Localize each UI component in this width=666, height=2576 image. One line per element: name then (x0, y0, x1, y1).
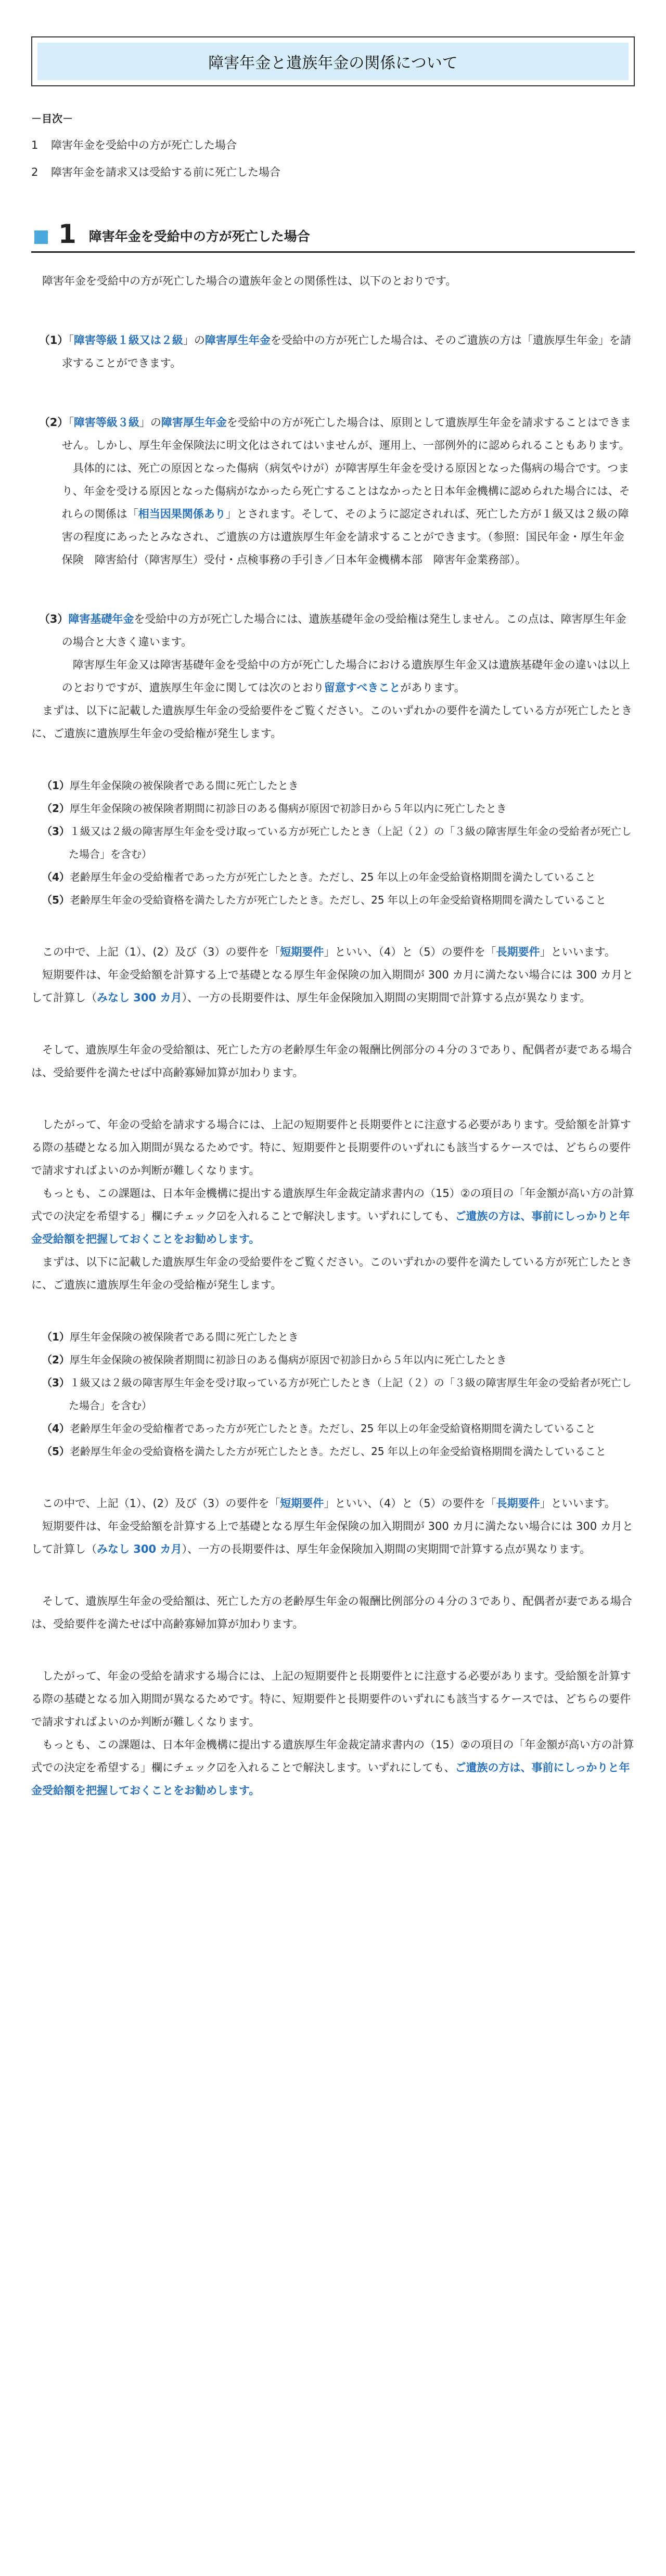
square-icon (34, 230, 48, 244)
amount-paragraph: そして、遺族厚生年金の受給額は、死亡した方の老齢厚生年金の報酬比例部分の４分の３であり、配偶者が妻である場合は、受給要件を満たせば中高齢寡婦加算が加わります。 (31, 1044, 632, 1079)
condition-item: （3）１級又は２級の障害厚生年金を受け取っている方が死亡したとき（上記（２）の「３級の障害厚生年金の受給者が死亡した場合」を含む） (42, 1376, 632, 1412)
item-2: （2）「障害等級３級」の障害厚生年金を受給中の方が死亡した場合は、原則として遺族厚生年金を請求することはできません。しかし、厚生年金保険法に明文化はされてはいませんが、運用上、一部例外的に認められることもあります。 (39, 416, 631, 452)
caution-paragraph: したがって、年金の受給を請求する場合には、上記の短期要件と長期要件とに注意する必要があります。受給額を計算する際の基礎となる加入期間が異なるためです。特に、短期要件と長期要件のいずれにも該当するケースでは、どちらの要件で請求すればよいのか判断が難しくなります。 (31, 1670, 631, 1728)
solution-paragraph: もっとも、この課題は、日本年金機構に提出する遺族厚生年金裁定請求書内の（15）②の項目の「年金額が高い方の計算式での決定を希望する」欄にチェック☑を入れることで解決します。いずれにしても、ご遺族の方は、事前にしっかりと年金受給額を把握しておくことをお勧めします。 (31, 1738, 634, 1797)
condition-item: （1）厚生年金保険の被保険者である間に死亡したとき (42, 779, 299, 792)
requirements-block (31, 699, 635, 1251)
caution-paragraph: したがって、年金の受給を請求する場合には、上記の短期要件と長期要件とに注意する必要があります。受給額を計算する際の基礎となる加入期間が異なるためです。特に、短期要件と長期要件のいずれにも該当するケースでは、どちらの要件で請求すればよいのか判断が難しくなります。 (31, 1118, 631, 1177)
document-page (31, 36, 635, 1802)
page-title: 障害年金と遺族年金の関係について (37, 43, 629, 80)
item-2-detail: 具体的には、死亡の原因となった傷病（病気やけが）が障害厚生年金を受ける原因となった傷病の場合です。つまり、年金を受ける原因となった傷病がなかったら死亡することはなかったと日本年金機構に認められた場合には、それらの関係は「相当因果関係あり」とされます。そして、そのように認定されれば、死亡した方が１級又は２級の障害の程度にあったとみなされ、ご遺族の方は遺族厚生年金を請求することができます。（参照：国民年金・厚生年金保険 障害給付（障害厚生）受付・点検事務の手引き／日本年金機構本部 障害年金業務部）。 (61, 462, 630, 566)
toc-link[interactable]: 障害年金を請求又は受給する前に死亡した場合 (51, 166, 280, 178)
calculation-paragraph: 短期要件は、年金受給額を計算する上で基礎となる厚生年金保険の加入期間が 300 カ月に満たない場合には 300 カ月として計算し（みなし 300 カ月）、一方の長期要件は、厚生年金保険加入期間の実期間で計算する点が異なります。 (31, 1520, 633, 1555)
toc-item[interactable] (31, 164, 635, 179)
toc-number: 2 (31, 166, 39, 178)
toc-link[interactable]: 障害年金を受給中の方が死亡した場合 (51, 139, 237, 151)
requirements-lead: まずは、以下に記載した遺族厚生年金の受給要件をご覧ください。このいずれかの要件を満たしている方が死亡したときに、ご遺族に遺族厚生年金の受給権が発生します。 (31, 1256, 632, 1291)
requirements-lead: まずは、以下に記載した遺族厚生年金の受給要件をご覧ください。このいずれかの要件を満たしている方が死亡したときに、ご遺族に遺族厚生年金の受給権が発生します。 (31, 704, 632, 740)
item-1: （1）「障害等級１級又は２級」の障害厚生年金を受給中の方が死亡した場合は、そのご遺族の方は「遺族厚生年金」を請求することができます。 (39, 334, 631, 369)
section-title: 障害年金を受給中の方が死亡した場合 (88, 229, 310, 244)
condition-item: （5）老齢厚生年金の受給資格を満たした方が死亡したとき。ただし、25 年以上の年金受給資格期間を満たしていること (42, 1445, 606, 1458)
item-3-detail: 障害厚生年金又は障害基礎年金を受給中の方が死亡した場合における遺族厚生年金又は遺族基礎年金の違いは以上のとおりですが、遺族厚生年金に関しては次のとおり留意すべきことがあります。 (61, 659, 630, 694)
section-heading (31, 221, 635, 253)
condition-item: （1）厚生年金保険の被保険者である間に死亡したとき (42, 1331, 299, 1343)
section-intro: 障害年金を受給中の方が死亡した場合の遺族年金との関係性は、以下のとおりです。 (42, 275, 457, 287)
condition-item: （4）老齢厚生年金の受給権者であった方が死亡したとき。ただし、25 年以上の年金受給資格期間を満たしていること (42, 871, 596, 883)
title-box (31, 36, 635, 86)
condition-item: （3）１級又は２級の障害厚生年金を受け取っている方が死亡したとき（上記（２）の「３級の障害厚生年金の受給者が死亡した場合」を含む） (42, 825, 632, 860)
item-3: （3）障害基礎年金を受給中の方が死亡した場合には、遺族基礎年金の受給権は発生しません。この点は、障害厚生年金の場合と大きく違います。 (39, 613, 626, 648)
requirements-block (31, 1251, 635, 1802)
condition-item: （2）厚生年金保険の被保険者期間に初診日のある傷病が原因で初診日から５年以内に死亡したとき (42, 802, 507, 815)
toc-item[interactable] (31, 137, 635, 152)
toc-number: 1 (31, 139, 39, 151)
condition-item: （5）老齢厚生年金の受給資格を満たした方が死亡したとき。ただし、25 年以上の年金受給資格期間を満たしていること (42, 894, 606, 906)
amount-paragraph: そして、遺族厚生年金の受給額は、死亡した方の老齢厚生年金の報酬比例部分の４分の３であり、配偶者が妻である場合は、受給要件を満たせば中高齢寡婦加算が加わります。 (31, 1595, 632, 1630)
toc-heading: －目次－ (31, 112, 73, 125)
short-long-paragraph: この中で、上記（1）、(2）及び（3）の要件を「短期要件」といい、（4）と（5）の要件を「長期要件」といいます。 (42, 946, 616, 958)
section-number: 1 (58, 219, 76, 249)
solution-paragraph: もっとも、この課題は、日本年金機構に提出する遺族厚生年金裁定請求書内の（15）②の項目の「年金額が高い方の計算式での決定を希望する」欄にチェック☑を入れることで解決します。いずれにしても、ご遺族の方は、事前にしっかりと年金受給額を把握しておくことをお勧めします。 (31, 1187, 634, 1245)
short-long-paragraph: この中で、上記（1）、(2）及び（3）の要件を「短期要件」といい、（4）と（5）の要件を「長期要件」といいます。 (42, 1497, 616, 1510)
calculation-paragraph: 短期要件は、年金受給額を計算する上で基礎となる厚生年金保険の加入期間が 300 カ月に満たない場合には 300 カ月として計算し（みなし 300 カ月）、一方の長期要件は、厚生年金保険加入期間の実期間で計算する点が異なります。 (31, 969, 633, 1004)
condition-item: （4）老齢厚生年金の受給権者であった方が死亡したとき。ただし、25 年以上の年金受給資格期間を満たしていること (42, 1422, 596, 1435)
condition-item: （2）厚生年金保険の被保険者期間に初診日のある傷病が原因で初診日から５年以内に死亡したとき (42, 1354, 507, 1366)
